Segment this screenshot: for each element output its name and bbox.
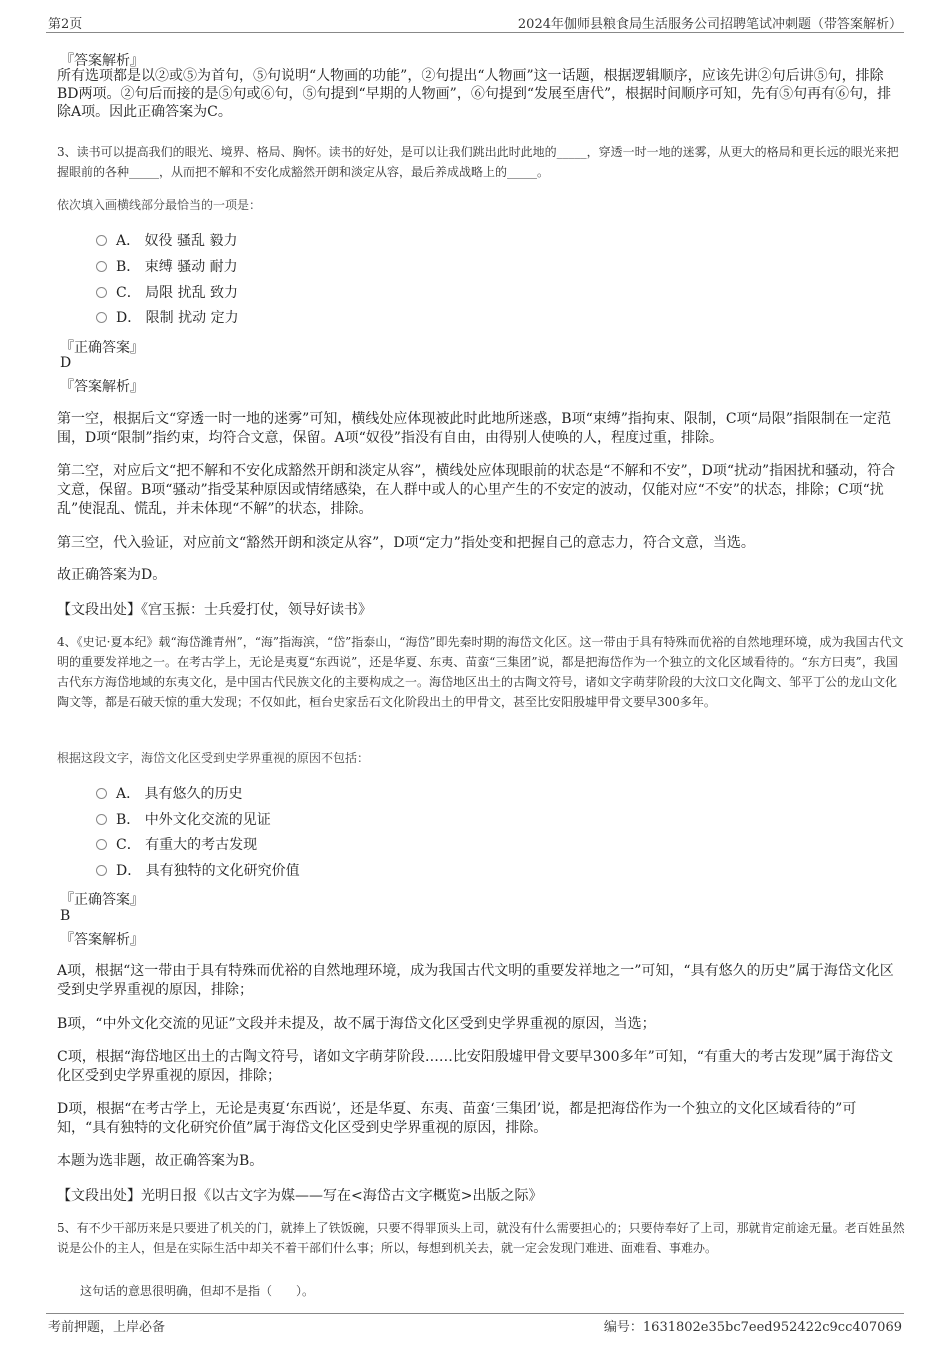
- question-3-option-a[interactable]: A． 奴役 骚乱 毅力: [96, 231, 237, 251]
- page-header: [46, 12, 904, 33]
- analysis-label: 『答案解析』: [60, 932, 144, 948]
- page-footer: [46, 1313, 904, 1335]
- question-3-option-d[interactable]: D． 限制 扰动 定力: [96, 308, 239, 328]
- analysis-paragraph: 第二空，对应后文“把不解和不安化成豁然开朗和淡定从容”，横线处应体现眼前的状态是“不解和不安”，D项“扰动”指困扰和骚动，符合文意，保留。B项“骚动”指受某种原因或情绪感染，在人群中或人的心里产生的不安定的波动，仅能对应“不安”的状态，排除；C项“扰乱”使混乱、慌乱，并未体现“不解”的状态，排除。: [57, 463, 896, 517]
- analysis-conclusion: 故正确答案为D。: [57, 567, 167, 583]
- footer-slogan: 考前押题，上岸必备: [48, 1320, 166, 1335]
- question-5-prompt: 这句话的意思很明确，但却不是指（ ）。: [80, 1284, 315, 1298]
- radio-icon[interactable]: [96, 839, 107, 850]
- passage-source: 【文段出处】《宫玉振：士兵爱打仗，领导好读书》: [57, 602, 372, 618]
- radio-icon[interactable]: [96, 287, 107, 298]
- question-5-stem: 5、有不少干部历来是只要进了机关的门，就捧上了铁饭碗，只要不得罪顶头上司，就没有什么需要担心的；只要侍奉好了上司，那就肯定前途无量。老百姓虽然说是公仆的主人，但是在实际生活中却关不着干部们什么事；所以，每想到机关去，就一定会发现门难进、面难看、事难办。: [57, 1221, 905, 1255]
- question-3-prompt: 依次填入画横线部分最恰当的一项是：: [57, 198, 262, 212]
- correct-answer-label: 『正确答案』: [60, 892, 144, 908]
- document-code: 编号：1631802e35bc7eed952422c9cc407069: [603, 1320, 902, 1335]
- radio-icon[interactable]: [96, 312, 107, 323]
- correct-answer: D: [60, 355, 72, 371]
- correct-answer-label: 『正确答案』: [60, 340, 144, 356]
- page-number: 第2页: [48, 17, 83, 32]
- question-3-stem: 3、读书可以提高我们的眼光、境界、格局、胸怀。读书的好处，是可以让我们跳出此时此地的_____，穿透一时一地的迷雾，从更大的格局和更长远的眼光来把握眼前的各种_____，从而把不解和不安化成豁然开朗和淡定从容，最后养成战略上的_____。: [57, 145, 899, 179]
- radio-icon[interactable]: [96, 814, 107, 825]
- question-4-option-c[interactable]: C． 有重大的考古发现: [96, 835, 257, 855]
- passage-source: 【文段出处】光明日报《以古文字为媒——写在<海岱古文字概览>出版之际》: [57, 1188, 543, 1204]
- correct-answer: B: [60, 908, 71, 924]
- analysis-text: 所有选项都是以②或⑤为首句，⑤句说明“人物画的功能”，②句提出“人物画”这一话题，根据逻辑顺序，应该先讲②句后讲⑤句，排除BD两项。②句后而接的是⑤句或⑥句，⑤句提到“早期的人物画”，⑥句提到“发展至唐代”，根据时间顺序可知，先有⑤句再有⑥句，排除A项。因此正确答案为C。: [57, 68, 892, 120]
- question-4-stem: 4、《史记·夏本纪》载“海岱潍青州”，“海”指海滨，“岱”指泰山，“海岱”即先秦时期的海岱文化区。这一带由于具有特殊而优裕的自然地理环境，成为我国古代文明的重要发祥地之一。在考古学上，无论是夷夏“东西说”，还是华夏、东夷、苗蛮“三集团”说，都是把海岱作为一个独立的文化区域看待的。“东方曰夷”，我国古代东方海岱地域的东夷文化，是中国古代民族文化的主要构成之一。海岱地区出土的古陶文符号，诸如文字萌芽阶段的大汶口文化陶文、邹平丁公的龙山文化陶文等，都是石破天惊的重大发现；不仅如此，桓台史家岳石文化阶段出土的甲骨文，甚至比安阳殷墟甲骨文要早300多年。: [57, 635, 904, 709]
- analysis-paragraph: A项，根据“这一带由于具有特殊而优裕的自然地理环境，成为我国古代文明的重要发祥地之一”可知，“具有悠久的历史”属于海岱文化区受到史学界重视的原因，排除；: [57, 963, 894, 998]
- question-4-option-a[interactable]: A． 具有悠久的历史: [96, 784, 243, 804]
- question-3-option-c[interactable]: C． 局限 扰乱 致力: [96, 283, 238, 303]
- analysis-label: 『答案解析』: [60, 379, 144, 395]
- question-3-option-b[interactable]: B． 束缚 骚动 耐力: [96, 257, 238, 277]
- analysis-paragraph: 第一空，根据后文“穿透一时一地的迷雾”可知，横线处应体现被此时此地所迷惑，B项“束缚”指拘束、限制，C项“局限”指限制在一定范围，D项“限制”指约束，均符合文意，保留。A项“奴役”指没有自由，由得别人使唤的人，程度过重，排除。: [57, 411, 891, 446]
- analysis-label: 『答案解析』: [60, 53, 144, 69]
- radio-icon[interactable]: [96, 865, 107, 876]
- analysis-paragraph: 第三空，代入验证，对应前文“豁然开朗和淡定从容”，D项“定力”指处变和把握自己的意志力，符合文意，当选。: [57, 535, 755, 551]
- question-4-option-d[interactable]: D． 具有独特的文化研究价值: [96, 861, 300, 881]
- document-title: 2024年伽师县粮食局生活服务公司招聘笔试冲刺题（带答案解析）: [517, 17, 902, 32]
- analysis-paragraph: D项，根据“在考古学上，无论是夷夏‘东西说’，还是华夏、东夷、苗蛮‘三集团’说，都是把海岱作为一个独立的文化区域看待的”可知，“具有独特的文化研究价值”属于海岱文化区受到史学界重视的原因，排除。: [57, 1101, 857, 1136]
- analysis-paragraph: C项，根据“海岱地区出土的古陶文符号，诸如文字萌芽阶段……比安阳殷墟甲骨文要早300多年”可知，“有重大的考古发现”属于海岱文化区受到史学界重视的原因，排除；: [57, 1049, 894, 1084]
- radio-icon[interactable]: [96, 261, 107, 272]
- analysis-paragraph: B项，“中外文化交流的见证”文段并未提及，故不属于海岱文化区受到史学界重视的原因，当选；: [57, 1016, 656, 1032]
- question-4-prompt: 根据这段文字，海岱文化区受到史学界重视的原因不包括：: [57, 751, 370, 765]
- radio-icon[interactable]: [96, 235, 107, 246]
- radio-icon[interactable]: [96, 788, 107, 799]
- question-4-option-b[interactable]: B． 中外文化交流的见证: [96, 810, 271, 830]
- analysis-conclusion: 本题为选非题，故正确答案为B。: [57, 1153, 264, 1169]
